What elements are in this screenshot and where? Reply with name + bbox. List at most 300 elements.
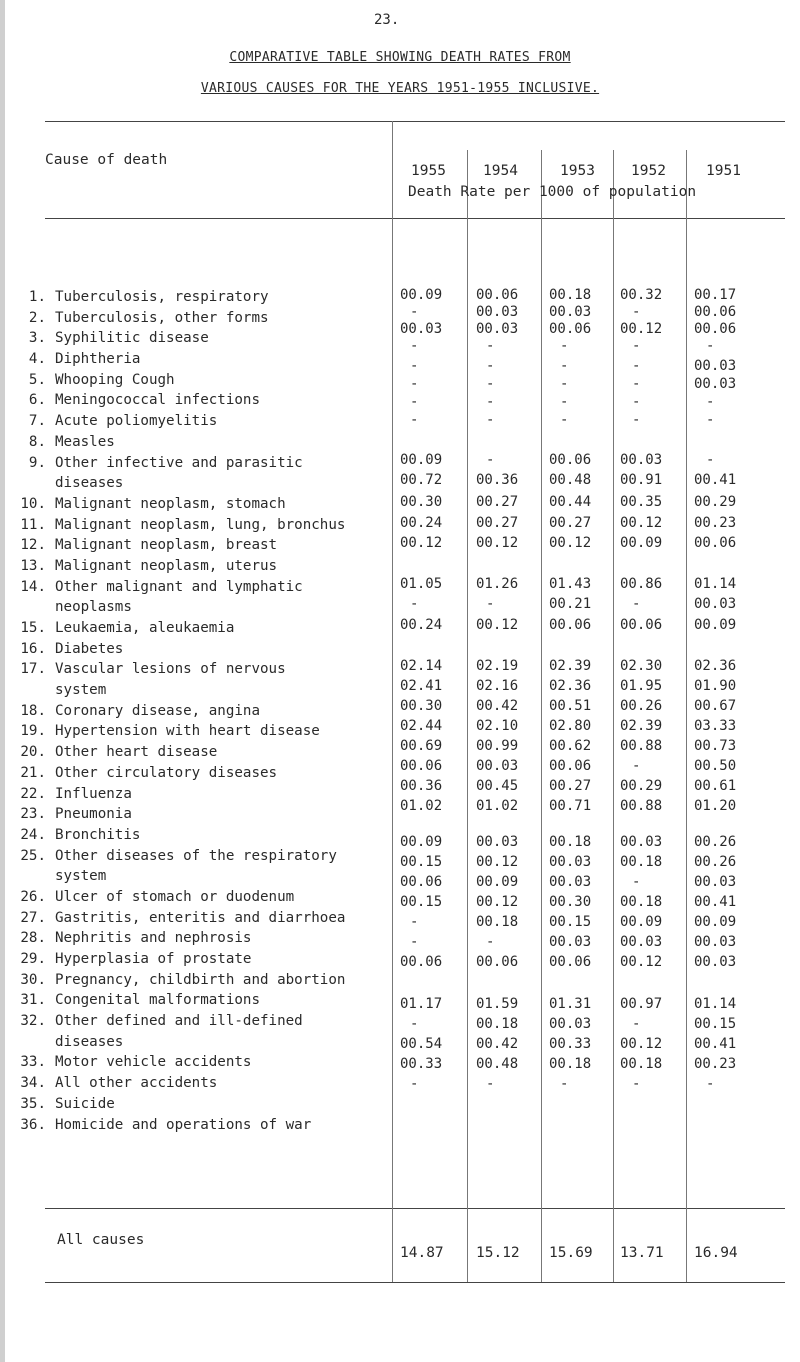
cause-item — [12, 370, 345, 391]
rate-cell: 01.05 — [400, 576, 443, 592]
rate-cell: - — [632, 358, 641, 374]
rate-cell: - — [632, 376, 641, 392]
rate-cell: 00.30 — [549, 894, 592, 910]
rate-cell: 03.33 — [694, 718, 737, 734]
rate-cell: 00.18 — [620, 1056, 663, 1072]
cause-text: Tuberculosis, respiratory — [55, 289, 269, 305]
year-header-1952: 1952 — [631, 163, 666, 179]
cause-text: Measles — [55, 433, 115, 450]
cause-item — [12, 825, 345, 846]
rate-cell: 00.15 — [694, 1016, 737, 1032]
rate-cell: - — [560, 338, 569, 354]
cause-item — [12, 639, 345, 660]
cause-text: diseases — [55, 1033, 124, 1050]
rate-cell: 01.59 — [476, 996, 519, 1012]
rate-cell: - — [410, 358, 419, 374]
cause-item — [12, 577, 345, 598]
rate-cell: - — [410, 394, 419, 410]
cause-list — [12, 287, 345, 1135]
rate-cell: 00.15 — [400, 894, 443, 910]
column-divider — [613, 150, 614, 1282]
cause-text: Coronary disease, angina — [55, 702, 260, 719]
cause-number: 34. — [20, 1075, 46, 1092]
total-1952: 13.71 — [620, 1245, 664, 1261]
cause-item — [12, 846, 345, 867]
cause-number: 32. — [20, 1013, 46, 1030]
rate-cell: 00.12 — [549, 535, 592, 551]
cause-item — [12, 742, 345, 763]
rate-cell: 00.03 — [694, 934, 737, 950]
rate-cell: 00.12 — [620, 954, 663, 970]
cause-item — [12, 804, 345, 825]
rate-cell: 00.09 — [400, 834, 443, 850]
table-title-line1: COMPARATIVE TABLE SHOWING DEATH RATES FROM — [229, 50, 571, 65]
rate-cell: 00.06 — [400, 758, 443, 774]
rate-cell: 00.69 — [400, 738, 443, 754]
rate-cell: 00.09 — [620, 535, 663, 551]
cause-text: Tuberculosis, other forms — [55, 309, 269, 326]
rate-cell: 00.12 — [476, 854, 519, 870]
rate-cell: 01.02 — [400, 798, 443, 814]
rate-cell: 00.27 — [549, 515, 592, 531]
cause-number: 11. — [20, 516, 46, 533]
cause-item — [12, 1011, 345, 1032]
cause-item — [12, 1115, 345, 1136]
rate-cell: 00.71 — [549, 798, 592, 814]
rate-cell: 00.27 — [476, 515, 519, 531]
rate-cell: - — [486, 394, 495, 410]
cause-item — [12, 328, 345, 349]
rate-cell: - — [706, 1076, 715, 1092]
cause-number: 33. — [20, 1054, 46, 1071]
rate-cell: 00.30 — [400, 698, 443, 714]
rate-cell: 00.06 — [476, 287, 519, 303]
cause-number: 7. — [28, 413, 46, 430]
rate-cell: 00.18 — [476, 1016, 519, 1032]
rate-cell: 00.09 — [694, 617, 737, 633]
cause-text: Congenital malformations — [55, 992, 260, 1009]
rate-cell: 00.44 — [549, 494, 592, 510]
rate-cell: 00.12 — [476, 535, 519, 551]
cause-item — [12, 763, 345, 784]
rate-cell: 00.03 — [400, 321, 443, 337]
rate-cell: 00.41 — [694, 894, 737, 910]
cause-item — [12, 784, 345, 805]
rate-cell: 00.27 — [549, 778, 592, 794]
rate-cell: - — [706, 338, 715, 354]
cause-number: 19. — [20, 723, 46, 740]
rate-cell: - — [410, 934, 419, 950]
rate-cell: 02.44 — [400, 718, 443, 734]
rate-cell: 02.36 — [694, 658, 737, 674]
cause-text: Diabetes — [55, 640, 124, 657]
rate-cell: 02.80 — [549, 718, 592, 734]
rate-cell: 00.03 — [620, 934, 663, 950]
rate-cell: 01.14 — [694, 576, 737, 592]
year-header-1955: 1955 — [411, 163, 446, 179]
rate-cell: 00.41 — [694, 1036, 737, 1052]
rate-cell: 00.03 — [476, 758, 519, 774]
rate-cell: - — [632, 758, 641, 774]
cause-text: Other circulatory diseases — [55, 764, 278, 781]
cause-text: Meningococcal infections — [55, 392, 260, 409]
cause-item — [12, 390, 345, 411]
rate-cell: - — [486, 412, 495, 428]
cause-item — [12, 949, 345, 970]
rate-cell: 01.26 — [476, 576, 519, 592]
cause-item — [12, 659, 345, 680]
rate-cell: 00.12 — [620, 515, 663, 531]
column-divider — [541, 150, 542, 1282]
rate-cell: 00.18 — [549, 287, 592, 303]
rate-cell: 02.19 — [476, 658, 519, 674]
cause-number: 15. — [20, 620, 46, 636]
cause-text: Bronchitis — [55, 826, 141, 843]
rate-cell: 00.06 — [476, 954, 519, 970]
rate-cell: 00.33 — [400, 1056, 443, 1072]
rate-cell: 00.97 — [620, 996, 663, 1012]
rate-cell: 00.03 — [476, 304, 519, 320]
cause-item — [12, 535, 345, 556]
rate-cell: 00.18 — [620, 894, 663, 910]
rate-cell: 00.09 — [400, 287, 443, 303]
rate-cell: 00.18 — [476, 914, 519, 930]
rate-cell: 00.06 — [620, 617, 663, 633]
rate-cell: - — [410, 914, 419, 930]
cause-text: Other defined and ill-defined — [55, 1013, 303, 1030]
rate-cell: 00.06 — [694, 304, 737, 320]
column-divider — [392, 121, 393, 1282]
rate-cell: 00.51 — [549, 698, 592, 714]
rate-cell: 00.03 — [694, 596, 737, 612]
cause-text: Other diseases of the respiratory — [55, 847, 337, 864]
cause-number: 10. — [20, 495, 46, 512]
cause-number: 17. — [20, 661, 46, 678]
cause-text: Whooping Cough — [55, 371, 175, 388]
cause-text: Malignant neoplasm, uterus — [55, 557, 278, 574]
cause-number: 13. — [20, 557, 46, 574]
cause-number: 18. — [20, 702, 46, 719]
rate-cell: 00.15 — [549, 914, 592, 930]
rate-cell: - — [706, 412, 715, 428]
rate-cell: 00.06 — [549, 954, 592, 970]
rate-cell: 01.02 — [476, 798, 519, 814]
header-rule — [45, 218, 785, 219]
rate-cell: 00.03 — [694, 358, 737, 374]
rate-cell: 00.09 — [476, 874, 519, 890]
rate-cell: 00.88 — [620, 798, 663, 814]
cause-item — [12, 349, 345, 370]
rate-cell: 00.06 — [549, 617, 592, 633]
rate-cell: 00.03 — [549, 1016, 592, 1032]
rate-cell: - — [410, 338, 419, 354]
cause-text: Pregnancy, childbirth and abortion — [55, 971, 346, 988]
total-1951: 16.94 — [694, 1245, 738, 1261]
rate-cell: 00.36 — [476, 472, 519, 488]
rate-cell: 00.17 — [694, 287, 737, 303]
cause-text: diseases — [55, 475, 124, 492]
rate-cell: 00.06 — [400, 954, 443, 970]
cause-text: Diphtheria — [55, 351, 141, 368]
rate-cell: - — [560, 394, 569, 410]
rate-cell: 00.03 — [549, 874, 592, 890]
rate-cell: 00.09 — [694, 914, 737, 930]
cause-item — [12, 287, 345, 308]
rate-cell: 00.26 — [694, 854, 737, 870]
rate-cell: 00.12 — [476, 617, 519, 633]
cause-item — [12, 990, 345, 1011]
rate-cell: - — [632, 338, 641, 354]
rate-cell: - — [560, 376, 569, 392]
rate-cell: 02.30 — [620, 658, 663, 674]
year-header-1954: 1954 — [483, 163, 518, 179]
cause-item — [12, 453, 345, 474]
total-1953: 15.69 — [549, 1245, 593, 1261]
cause-item-continuation — [12, 866, 345, 887]
cause-number: 29. — [20, 951, 46, 967]
cause-item-continuation — [12, 1032, 345, 1053]
cause-text: Influenza — [55, 785, 132, 802]
cause-text: Pneumonia — [55, 806, 132, 823]
rate-cell: 02.16 — [476, 678, 519, 694]
year-header-1951: 1951 — [706, 163, 741, 179]
rate-cell: 00.26 — [620, 698, 663, 714]
rate-cell: 00.03 — [476, 834, 519, 850]
rate-cell: 00.23 — [694, 1056, 737, 1072]
cause-number: 6. — [28, 392, 46, 409]
cause-text: system — [55, 682, 107, 699]
rate-cell: - — [410, 412, 419, 428]
rate-cell: 02.39 — [549, 658, 592, 674]
rate-cell: 02.10 — [476, 718, 519, 734]
rate-cell: 00.12 — [476, 894, 519, 910]
rate-cell: 00.03 — [476, 321, 519, 337]
rate-cell: - — [632, 412, 641, 428]
rate-cell: 00.09 — [620, 914, 663, 930]
cause-text: Leukaemia, aleukaemia — [55, 620, 235, 636]
cause-number: 28. — [20, 930, 46, 947]
cause-number: 9. — [28, 454, 46, 471]
rate-cell: 01.90 — [694, 678, 737, 694]
rate-cell: 00.03 — [620, 452, 663, 468]
rate-cell: 00.91 — [620, 472, 663, 488]
rate-cell: 00.12 — [620, 1036, 663, 1052]
cause-of-death-heading: Cause of death — [45, 152, 168, 168]
rate-cell: 00.18 — [549, 1056, 592, 1072]
rate-cell: 00.62 — [549, 738, 592, 754]
rate-cell: 01.43 — [549, 576, 592, 592]
rate-cell: 00.32 — [620, 287, 663, 303]
cause-number: 24. — [20, 826, 46, 843]
cause-text: Motor vehicle accidents — [55, 1054, 252, 1071]
rate-cell: 00.86 — [620, 576, 663, 592]
rate-cell: - — [410, 376, 419, 392]
rate-cell: - — [560, 358, 569, 374]
table-bottom-rule — [45, 1282, 785, 1283]
rate-cell: 02.41 — [400, 678, 443, 694]
table-top-rule — [45, 121, 785, 122]
cause-text: All other accidents — [55, 1075, 218, 1092]
rate-cell: 00.12 — [400, 535, 443, 551]
rate-cell: 00.18 — [549, 834, 592, 850]
cause-text: Malignant neoplasm, lung, bronchus — [55, 516, 346, 533]
rate-cell: 00.03 — [549, 304, 592, 320]
rate-cell: 00.29 — [620, 778, 663, 794]
cause-item — [12, 556, 345, 577]
cause-number: 14. — [20, 578, 46, 595]
cause-number: 30. — [20, 971, 46, 988]
rate-cell: 00.03 — [549, 854, 592, 870]
rate-cell: 01.31 — [549, 996, 592, 1012]
rate-cell: - — [632, 1016, 641, 1032]
cause-text: Malignant neoplasm, breast — [55, 537, 278, 554]
cause-item — [12, 411, 345, 432]
rate-cell: 00.45 — [476, 778, 519, 794]
cause-number: 16. — [20, 640, 46, 657]
cause-text: Nephritis and nephrosis — [55, 930, 252, 947]
total-1954: 15.12 — [476, 1245, 520, 1261]
rate-cell: - — [560, 1076, 569, 1092]
cause-text: Gastritis, enteritis and diarrhoea — [55, 909, 346, 926]
rate-cell: - — [486, 358, 495, 374]
cause-number: 4. — [28, 351, 46, 368]
rate-cell: - — [486, 596, 495, 612]
rate-cell: - — [410, 1076, 419, 1092]
rate-cell: - — [410, 304, 419, 320]
cause-item — [12, 928, 345, 949]
cause-number: 8. — [28, 433, 46, 450]
rate-cell: 00.03 — [549, 934, 592, 950]
rate-cell: 00.06 — [400, 874, 443, 890]
rate-cell: - — [486, 338, 495, 354]
rate-cell: - — [486, 376, 495, 392]
cause-text: Suicide — [55, 1095, 115, 1112]
rate-cell: 00.27 — [476, 494, 519, 510]
cause-text: Other heart disease — [55, 744, 218, 761]
death-rate-subheading: Death Rate per 1000 of population — [408, 184, 697, 200]
year-header-1953: 1953 — [560, 163, 595, 179]
cause-item — [12, 515, 345, 536]
cause-number: 1. — [28, 289, 46, 305]
cause-item-continuation — [12, 680, 345, 701]
cause-item — [12, 1094, 345, 1115]
cause-number: 31. — [20, 992, 46, 1009]
cause-text: neoplasms — [55, 599, 132, 616]
rate-cell: 02.36 — [549, 678, 592, 694]
rate-cell: 00.67 — [694, 698, 737, 714]
rate-cell: - — [632, 394, 641, 410]
rate-cell: 00.06 — [694, 321, 737, 337]
column-divider — [467, 150, 468, 1282]
cause-item-continuation — [12, 597, 345, 618]
rate-cell: 00.88 — [620, 738, 663, 754]
cause-text: Acute poliomyelitis — [55, 413, 218, 430]
rate-cell: 00.24 — [400, 617, 443, 633]
rate-cell: - — [632, 1076, 641, 1092]
page-number: 23. — [374, 12, 400, 28]
table-title-line2: VARIOUS CAUSES FOR THE YEARS 1951-1955 INCLUSIVE. — [200, 81, 600, 96]
rate-cell: 00.29 — [694, 494, 737, 510]
cause-item — [12, 908, 345, 929]
rate-cell: 00.18 — [620, 854, 663, 870]
rate-cell: 00.15 — [400, 854, 443, 870]
cause-text: Hyperplasia of prostate — [55, 951, 252, 967]
rate-cell: 00.03 — [694, 376, 737, 392]
cause-text: Malignant neoplasm, stomach — [55, 495, 286, 512]
rate-cell: 00.06 — [549, 758, 592, 774]
rate-cell: 00.54 — [400, 1036, 443, 1052]
total-1955: 14.87 — [400, 1245, 444, 1261]
page-scan-edge — [0, 0, 5, 1362]
rate-cell: 00.42 — [476, 698, 519, 714]
cause-item — [12, 308, 345, 329]
rate-cell: 00.35 — [620, 494, 663, 510]
rate-cell: 00.61 — [694, 778, 737, 794]
cause-item — [12, 701, 345, 722]
rate-cell: 00.23 — [694, 515, 737, 531]
rate-cell: - — [632, 596, 641, 612]
rate-cell: 02.14 — [400, 658, 443, 674]
rate-cell: - — [410, 596, 419, 612]
rate-cell: 01.95 — [620, 678, 663, 694]
rate-cell: - — [706, 394, 715, 410]
cause-number: 3. — [28, 330, 46, 347]
cause-number: 22. — [20, 785, 46, 802]
cause-item — [12, 494, 345, 515]
cause-text: Homicide and operations of war — [55, 1116, 312, 1133]
rate-cell: - — [410, 1016, 419, 1032]
cause-text: Ulcer of stomach or duodenum — [55, 888, 295, 905]
cause-text: Other infective and parasitic — [55, 454, 303, 471]
rate-cell: - — [706, 452, 715, 468]
rate-cell: 00.36 — [400, 778, 443, 794]
cause-number: 20. — [20, 744, 46, 761]
cause-number: 12. — [20, 537, 46, 554]
rate-cell: 01.20 — [694, 798, 737, 814]
rate-cell: 00.33 — [549, 1036, 592, 1052]
cause-item — [12, 1073, 345, 1094]
rate-cell: - — [632, 874, 641, 890]
cause-number: 25. — [20, 847, 46, 864]
rate-cell: 00.06 — [549, 321, 592, 337]
cause-number: 35. — [20, 1095, 46, 1112]
cause-number: 21. — [20, 764, 46, 781]
rate-cell: - — [486, 452, 495, 468]
cause-text: Hypertension with heart disease — [55, 723, 320, 740]
all-causes-label: All causes — [57, 1232, 145, 1248]
cause-item — [12, 432, 345, 453]
rate-cell: 00.06 — [694, 535, 737, 551]
body-bottom-rule — [45, 1208, 785, 1209]
cause-number: 27. — [20, 909, 46, 926]
rate-cell: 00.21 — [549, 596, 592, 612]
cause-item-continuation — [12, 473, 345, 494]
cause-number: 2. — [28, 309, 46, 326]
rate-cell: 00.73 — [694, 738, 737, 754]
cause-number: 26. — [20, 888, 46, 905]
rate-cell: 00.03 — [694, 954, 737, 970]
rate-cell: 00.03 — [694, 874, 737, 890]
cause-text: Vascular lesions of nervous — [55, 661, 286, 678]
rate-cell: 02.39 — [620, 718, 663, 734]
cause-number: 36. — [20, 1116, 46, 1133]
cause-item — [12, 887, 345, 908]
rate-cell: 00.72 — [400, 472, 443, 488]
rate-cell: 00.03 — [620, 834, 663, 850]
rate-cell: 00.48 — [549, 472, 592, 488]
rate-cell: - — [632, 304, 641, 320]
rate-cell: 00.41 — [694, 472, 737, 488]
